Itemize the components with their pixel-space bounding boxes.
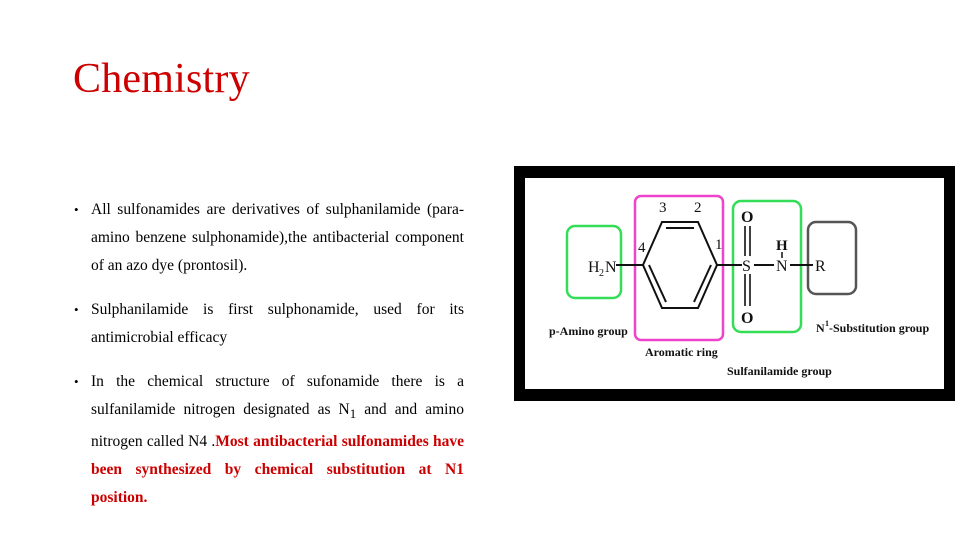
n1-substitution-label-rest: -Substitution group — [829, 321, 930, 335]
bullet-text-1: All sulfonamides are derivatives of sulphanilamide (para-amino benzene sulphonamide),the antibacterial component of an azo dye (prontosil). — [91, 201, 464, 274]
sulfanilamide-group-label: Sulfanilamide group — [727, 364, 832, 378]
structure-diagram — [514, 166, 955, 401]
h2n-h-label: H — [588, 259, 600, 276]
o-top-label: O — [741, 209, 754, 226]
bullet-text-3-pre: In the chemical structure of sufonamide there is a sulfanilamide nitrogen designated as N — [91, 373, 464, 418]
o-bottom-label: O — [741, 310, 754, 327]
bullet-list — [72, 196, 464, 528]
n-atom-label: N — [776, 258, 788, 275]
aromatic-ring-label: Aromatic ring — [645, 345, 718, 359]
bullet-item-2 — [72, 296, 464, 352]
position-3-label: 3 — [659, 200, 667, 216]
benzene-ring — [643, 222, 717, 308]
double-bond-s-o-bottom — [745, 274, 750, 306]
h2n-sub-label: 2 — [599, 268, 604, 279]
bullet-item-1 — [72, 196, 464, 280]
p-amino-group-label: p-Amino group — [549, 324, 628, 338]
n1-substitution-label-n: N — [816, 321, 825, 335]
r-group-label: R — [815, 258, 826, 275]
h2n-n-label: N — [605, 259, 617, 276]
bullet-text-3-red-bold: sulfonamides have been synthesized by chemical substitution at N1 position. — [91, 433, 464, 507]
double-bond-s-o-top — [745, 226, 750, 256]
bullet-text-3-red-plain: Most antibacterial — [215, 433, 338, 451]
position-1-label: 1 — [715, 237, 723, 253]
n1-substitution-label-sup: 1 — [825, 319, 829, 328]
bullet-text-2: Sulphanilamide is first sulphonamide, used for its antimicrobial efficacy — [91, 301, 464, 346]
h-atom-label: H — [776, 238, 788, 254]
bullet-text-3-mid: and and amino nitrogen called N4 . — [91, 401, 464, 451]
position-2-label: 2 — [694, 200, 702, 216]
bullet-text-3-sub: 1 — [349, 406, 357, 422]
slide-title: Chemistry — [73, 56, 250, 102]
position-4-label: 4 — [638, 240, 646, 256]
s-atom-label: S — [742, 258, 751, 275]
bullet-item-3 — [72, 368, 464, 512]
sulfanilamide-structure-figure — [514, 166, 955, 401]
